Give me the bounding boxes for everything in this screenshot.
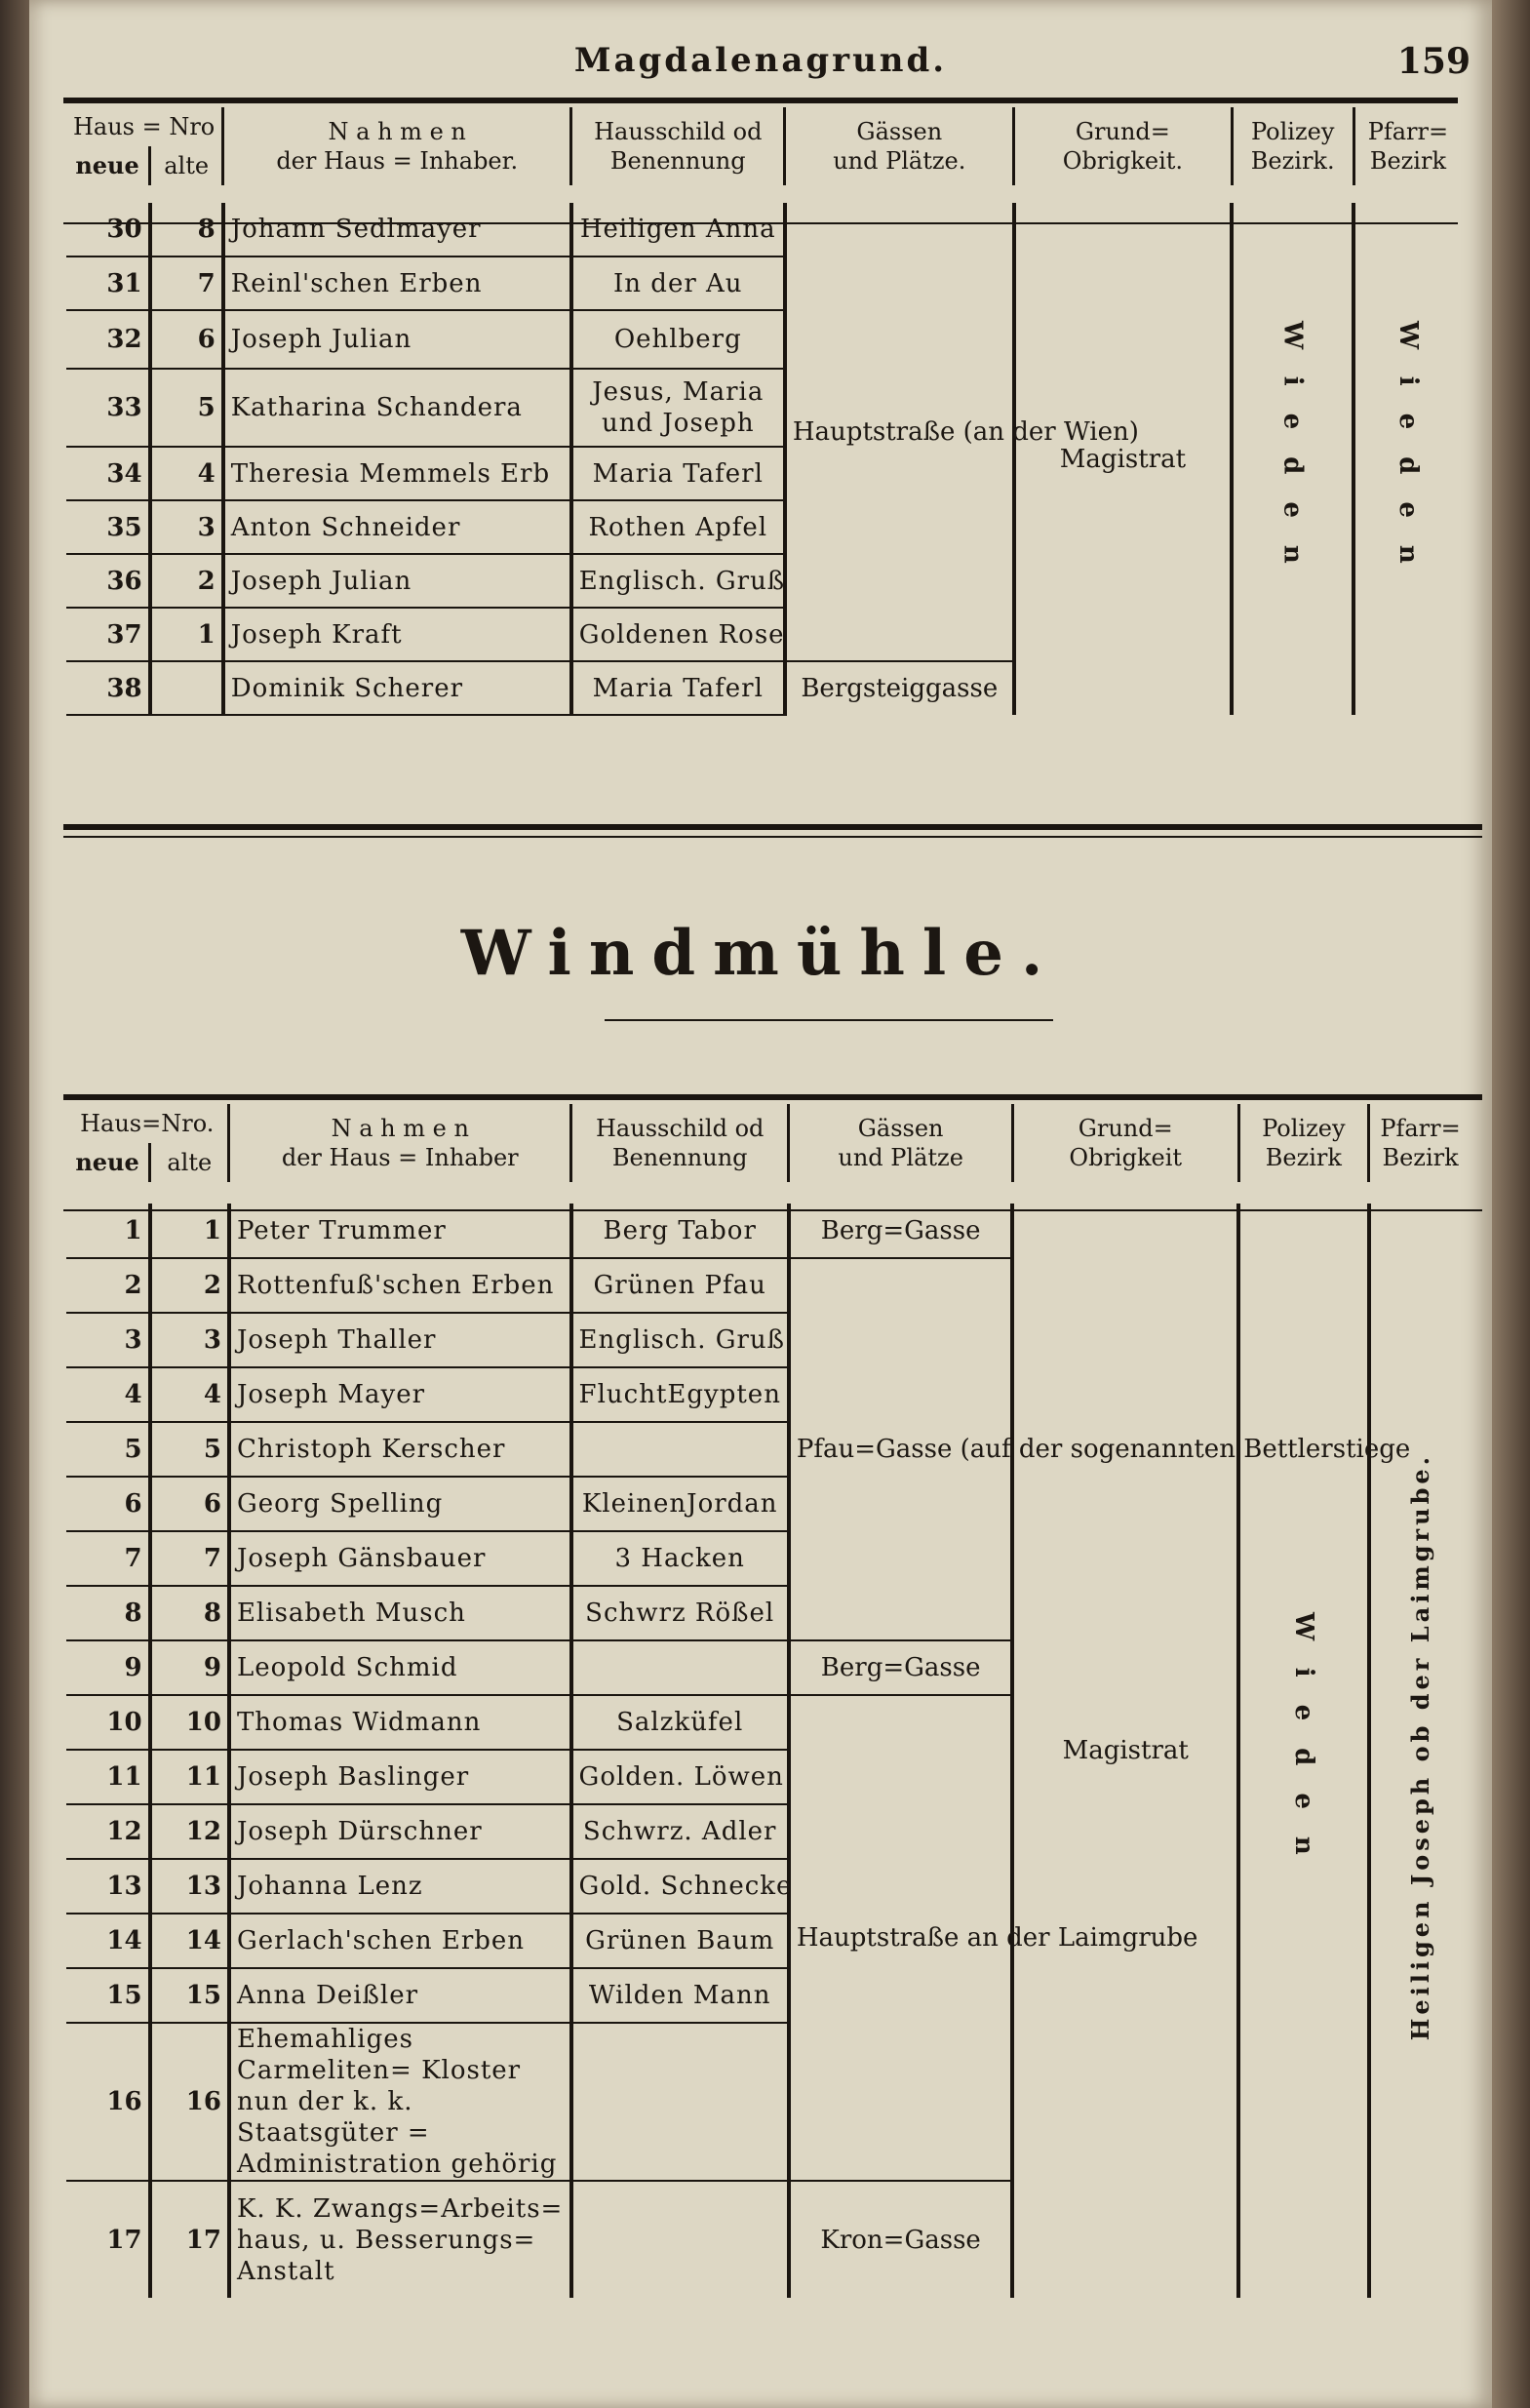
col-pfarr-line1: Pfarr= [1367, 118, 1449, 145]
col-polizey [1238, 1104, 1369, 1182]
section-rule-thin [63, 836, 1482, 838]
col-nahmen-line2: der Haus = Inhaber [281, 1144, 519, 1171]
row-owner: Reinl'schen Erben [223, 257, 571, 310]
row-alte: 2 [150, 1258, 229, 1313]
pfarr-bezirk-text: Wieden [1393, 320, 1424, 591]
row-sign: Golden. Löwen [571, 1750, 789, 1804]
col-neue: neue [66, 1143, 150, 1182]
row-sign: Englisch. Gruß [571, 1313, 789, 1367]
street-hauptstrasse-laimgrube: Hauptstraße an der Laimgrube [789, 1695, 1013, 2181]
row-alte: 12 [150, 1804, 229, 1859]
row-alte: 9 [150, 1640, 229, 1695]
street-bergsteiggasse: Bergsteiggasse [785, 661, 1014, 715]
row-neue: 30 [66, 203, 150, 257]
ledger-page [29, 0, 1492, 2408]
row-neue: 4 [66, 1367, 150, 1422]
row-neue: 32 [66, 310, 150, 369]
row-owner: Dominik Scherer [223, 661, 571, 715]
row-alte: 17 [150, 2181, 229, 2298]
row-neue: 11 [66, 1750, 150, 1804]
col-pfarr [1369, 1104, 1471, 1182]
section-title: Windmühle. [460, 917, 1061, 990]
row-neue: 31 [66, 257, 150, 310]
row-alte [150, 661, 223, 715]
row-neue: 36 [66, 554, 150, 608]
col-pfarr-line2: Bezirk [1369, 147, 1446, 175]
row-owner: Johann Sedlmayer [223, 203, 571, 257]
row-sign: Schwrz Rößel [571, 1586, 789, 1640]
page-number: 159 [1396, 41, 1471, 82]
row-neue: 15 [66, 1968, 150, 2023]
pfarr-bezirk [1369, 1204, 1471, 2298]
row-alte: 4 [150, 447, 223, 500]
pfarr-bezirk [1353, 203, 1461, 715]
col-haus-nro: Haus=Nro. [66, 1104, 229, 1143]
row-owner: Anton Schneider [223, 500, 571, 554]
row-owner: Joseph Julian [223, 554, 571, 608]
row-owner: Joseph Julian [223, 310, 571, 369]
row-alte: 6 [150, 1477, 229, 1531]
row-neue: 7 [66, 1531, 150, 1586]
row-alte: 2 [150, 554, 223, 608]
row-neue: 33 [66, 369, 150, 447]
col-pfarr-line2: Bezirk [1382, 1144, 1459, 1171]
col-grund-line2: Obrigkeit. [1062, 147, 1184, 175]
row-sign: Salzküfel [571, 1695, 789, 1750]
row-owner: Ehemahliges Carmeliten= Kloster nun der k. k. Staatsgüter = Administration gehörig [229, 2023, 571, 2181]
col-nahmen [223, 107, 571, 185]
row-neue: 9 [66, 1640, 150, 1695]
row-owner: Rottenfuß'schen Erben [229, 1258, 571, 1313]
col-polizey-line2: Bezirk [1265, 1144, 1342, 1171]
row-owner: Katharina Schandera [223, 369, 571, 447]
col-gassen [789, 1104, 1013, 1182]
section-rule [63, 824, 1482, 830]
row-sign: Oehlberg [571, 310, 785, 369]
row-sign: Maria Taferl [571, 447, 785, 500]
row-alte: 10 [150, 1695, 229, 1750]
col-hausschild [571, 1104, 789, 1182]
grund-obrigkeit: Magistrat [1012, 1204, 1238, 2298]
row-sign [571, 2181, 789, 2298]
title-underline [605, 1019, 1053, 1021]
polizey-bezirk [1232, 203, 1353, 715]
col-nahmen-line2: der Haus = Inhaber. [276, 147, 519, 175]
row-neue: 12 [66, 1804, 150, 1859]
row-sign [571, 2023, 789, 2181]
row-neue: 13 [66, 1859, 150, 1914]
row-neue: 1 [66, 1204, 150, 1258]
row-neue: 6 [66, 1477, 150, 1531]
col-polizey-line1: Polizey [1251, 118, 1335, 145]
row-alte: 5 [150, 369, 223, 447]
col-grund-line1: Grund= [1075, 118, 1170, 145]
col-gassen-line2: und Plätze [838, 1144, 963, 1171]
row-sign: Jesus, Maria und Joseph [571, 369, 785, 447]
row-sign: Gold. Schnecke [571, 1859, 789, 1914]
row-alte: 5 [150, 1422, 229, 1477]
top-rule [63, 98, 1458, 103]
col-polizey [1232, 107, 1353, 185]
book-spine [1492, 0, 1530, 2408]
row-owner: Anna Deißler [229, 1968, 571, 2023]
row-owner: Joseph Dürschner [229, 1804, 571, 1859]
windmuehle-table [66, 1104, 1471, 2298]
row-owner: Christoph Kerscher [229, 1422, 571, 1477]
row-neue: 8 [66, 1586, 150, 1640]
row-owner: Joseph Thaller [229, 1313, 571, 1367]
col-polizey-line1: Polizey [1262, 1115, 1346, 1142]
row-alte: 7 [150, 257, 223, 310]
street-berggasse-2: Berg=Gasse [789, 1640, 1013, 1695]
col-pfarr-line1: Pfarr= [1380, 1115, 1461, 1142]
col-hausschild-line1: Hausschild od [594, 118, 763, 145]
row-owner: Joseph Gänsbauer [229, 1531, 571, 1586]
row-neue: 5 [66, 1422, 150, 1477]
row-alte: 1 [150, 608, 223, 661]
table-row [66, 1204, 1471, 1258]
row-owner: Theresia Memmels Erb [223, 447, 571, 500]
row-alte: 8 [150, 1586, 229, 1640]
row-owner: Elisabeth Musch [229, 1586, 571, 1640]
col-hausschild-line2: Benennung [609, 147, 746, 175]
row-sign: Maria Taferl [571, 661, 785, 715]
row-sign: Grünen Baum [571, 1914, 789, 1968]
row-neue: 2 [66, 1258, 150, 1313]
row-owner: Leopold Schmid [229, 1640, 571, 1695]
row-owner: Johanna Lenz [229, 1859, 571, 1914]
row-neue: 35 [66, 500, 150, 554]
col-alte: alte [150, 1143, 229, 1182]
row-alte: 8 [150, 203, 223, 257]
row-sign: Goldenen Rose [571, 608, 785, 661]
col-gassen-line2: und Plätze. [833, 147, 966, 175]
row-sign: Schwrz. Adler [571, 1804, 789, 1859]
row-sign: 3 Hacken [571, 1531, 789, 1586]
row-alte: 16 [150, 2023, 229, 2181]
col-grund [1012, 1104, 1238, 1182]
col-hausschild-line1: Hausschild od [596, 1115, 765, 1142]
grund-obrigkeit: Magistrat [1014, 203, 1232, 715]
polizey-bezirk [1238, 1204, 1369, 2298]
row-owner: Thomas Widmann [229, 1695, 571, 1750]
row-sign [571, 1422, 789, 1477]
table2-top-rule [63, 1094, 1482, 1100]
row-neue: 3 [66, 1313, 150, 1367]
row-sign [571, 1640, 789, 1695]
row-sign: Grünen Pfau [571, 1258, 789, 1313]
row-owner: Joseph Mayer [229, 1367, 571, 1422]
row-sign: KleinenJordan [571, 1477, 789, 1531]
row-owner: Peter Trummer [229, 1204, 571, 1258]
col-grund [1014, 107, 1232, 185]
row-alte: 11 [150, 1750, 229, 1804]
magdalenagrund-table [66, 107, 1461, 716]
row-alte: 3 [150, 500, 223, 554]
row-alte: 1 [150, 1204, 229, 1258]
row-alte: 14 [150, 1914, 229, 1968]
row-neue: 10 [66, 1695, 150, 1750]
row-sign: FluchtEgypten [571, 1367, 789, 1422]
row-alte: 15 [150, 1968, 229, 2023]
row-neue: 17 [66, 2181, 150, 2298]
row-neue: 34 [66, 447, 150, 500]
row-alte: 7 [150, 1531, 229, 1586]
col-gassen-line1: Gässen [857, 1115, 944, 1142]
street-krongasse: Kron=Gasse [789, 2181, 1013, 2298]
row-owner: Joseph Kraft [223, 608, 571, 661]
col-hausschild-line2: Benennung [611, 1144, 748, 1171]
col-alte: alte [150, 146, 223, 185]
col-hausschild [571, 107, 785, 185]
pfarr-bezirk-text: Heiligen Joseph ob der Laimgrube. [1406, 1453, 1435, 2041]
col-nahmen-line1: N a h m e n [328, 118, 466, 145]
row-sign: Rothen Apfel [571, 500, 785, 554]
book-left-edge [0, 0, 29, 2408]
row-sign: Englisch. Gruß [571, 554, 785, 608]
row-owner: Joseph Baslinger [229, 1750, 571, 1804]
table-row [66, 203, 1461, 257]
row-sign: Berg Tabor [571, 1204, 789, 1258]
col-gassen [785, 107, 1014, 185]
col-polizey-line2: Bezirk. [1250, 147, 1335, 175]
polizey-bezirk-text: Wieden [1288, 1612, 1318, 1882]
row-owner: K. K. Zwangs=Arbeits= haus, u. Besserungs= Anstalt [229, 2181, 571, 2298]
col-gassen-line1: Gässen [856, 118, 943, 145]
col-nahmen-line1: N a h m e n [331, 1115, 469, 1142]
col-haus-nro: Haus = Nro [66, 107, 223, 146]
col-grund-line1: Grund= [1078, 1115, 1173, 1142]
row-sign: In der Au [571, 257, 785, 310]
row-alte: 13 [150, 1859, 229, 1914]
row-owner: Gerlach'schen Erben [229, 1914, 571, 1968]
row-sign: Heiligen Anna [571, 203, 785, 257]
row-neue: 38 [66, 661, 150, 715]
col-neue: neue [66, 146, 150, 185]
row-alte: 4 [150, 1367, 229, 1422]
street-berggasse-1: Berg=Gasse [789, 1204, 1013, 1258]
col-pfarr [1353, 107, 1461, 185]
running-title: Magdalenagrund. [573, 41, 948, 80]
row-sign: Wilden Mann [571, 1968, 789, 2023]
row-alte: 6 [150, 310, 223, 369]
row-neue: 16 [66, 2023, 150, 2181]
row-owner: Georg Spelling [229, 1477, 571, 1531]
street-pfaugasse: Pfau=Gasse (auf der sogenannten Bettlerstiege [789, 1258, 1013, 1640]
row-alte: 3 [150, 1313, 229, 1367]
row-neue: 37 [66, 608, 150, 661]
street-hauptstrasse: Hauptstraße (an der Wien) [785, 203, 1014, 661]
polizey-bezirk-text: Wieden [1277, 320, 1308, 591]
row-neue: 14 [66, 1914, 150, 1968]
col-nahmen [229, 1104, 571, 1182]
col-grund-line2: Obrigkeit [1069, 1144, 1183, 1171]
